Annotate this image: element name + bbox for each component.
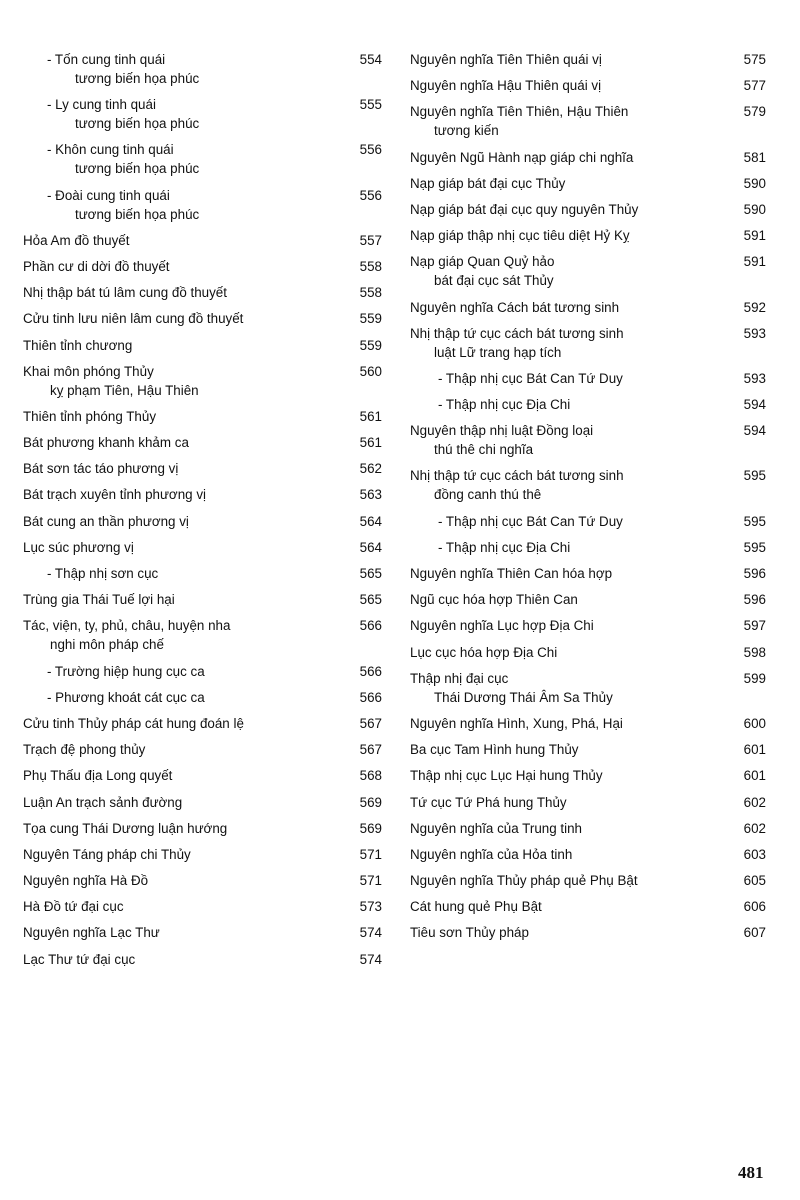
toc-entry-page: 607 — [743, 925, 766, 941]
toc-entry-title: Nhị thập tứ cục cách bát tương sinh — [410, 325, 624, 341]
toc-entry-title: Nguyên nghĩa Thủy pháp quẻ Phụ Bật — [410, 873, 638, 889]
toc-entry-page: 565 — [359, 566, 382, 581]
toc-entry-title: Nguyên thập nhị luật Đồng loại — [410, 423, 594, 439]
toc-entry-page: 598 — [743, 644, 766, 660]
toc-entry-title: Nguyên nghĩa Tiên Thiên, Hậu Thiên — [410, 104, 629, 120]
toc-entry — [400, 298, 800, 317]
toc-entry-title-continued: tương biến họa phúc — [75, 206, 200, 222]
toc-entry-page: 601 — [743, 768, 766, 784]
toc-entry — [400, 714, 800, 733]
toc-entry-page: 590 — [743, 175, 766, 191]
toc-entry — [0, 538, 400, 557]
toc-entry-page: 559 — [359, 337, 382, 353]
toc-entry — [0, 433, 400, 452]
toc-entry — [0, 407, 400, 426]
toc-entry — [0, 257, 400, 276]
toc-entry-title: Nguyên Ngũ Hành nạp giáp chi nghĩa — [410, 149, 634, 165]
toc-left-column — [0, 50, 400, 976]
toc-entry-page: 603 — [743, 846, 766, 862]
toc-entry — [400, 76, 800, 95]
toc-entry — [400, 643, 800, 662]
toc-entry-title: Nhị thập bát tú lâm cung đồ thuyết — [23, 285, 227, 301]
toc-entry-title: - Thập nhị sơn cục — [47, 566, 159, 581]
toc-entry-page: 571 — [359, 873, 382, 889]
toc-entry-page: 602 — [743, 820, 766, 836]
toc-entry-page: 569 — [359, 794, 382, 810]
toc-entry — [400, 564, 800, 583]
toc-entry-page: 555 — [359, 97, 382, 113]
toc-entry-page: 596 — [743, 566, 766, 581]
toc-entry-title: Ba cục Tam Hình hung Thủy — [410, 742, 579, 758]
toc-entry-page: 606 — [743, 899, 766, 915]
toc-entry-page: 565 — [359, 592, 382, 608]
toc-entry-title: - Khôn cung tinh quái — [47, 142, 174, 158]
toc-entry-title: Tác, viện, ty, phủ, châu, huyện nha — [23, 618, 231, 634]
toc-entry-page: 594 — [743, 423, 766, 439]
toc-entry — [0, 590, 400, 609]
toc-entry — [0, 766, 400, 785]
toc-entry-title-continued: Thái Dương Thái Âm Sa Thủy — [434, 689, 613, 705]
toc-entry-page: 574 — [359, 925, 382, 941]
toc-entry-title: Thiên tỉnh phóng Thủy — [23, 408, 157, 424]
toc-entry-page: 579 — [743, 104, 766, 120]
toc-entry-page: 562 — [359, 461, 382, 477]
toc-entry-title: - Trường hiệp hung cục ca — [47, 663, 205, 679]
toc-entry-title: Hà Đồ tứ đại cục — [23, 899, 124, 915]
toc-entry-page: 564 — [359, 513, 382, 529]
toc-entry — [400, 766, 800, 785]
toc-entry-title: Nguyên nghĩa Tiên Thiên quái vị — [410, 52, 602, 67]
toc-entry-title-continued: nghi môn pháp chế — [50, 637, 164, 653]
toc-entry-title: Bát sơn tác táo phương vị — [23, 461, 179, 477]
toc-entry-title: Thiên tỉnh chương — [23, 337, 133, 353]
toc-entry-page: 573 — [359, 899, 382, 915]
toc-entry-page: 558 — [359, 285, 382, 301]
toc-entry — [0, 662, 400, 681]
toc-entry-title: Lạc Thư tứ đại cục — [23, 951, 136, 967]
toc-entry-page: 567 — [359, 742, 382, 758]
toc-entry-title: Khai môn phóng Thủy — [23, 363, 154, 379]
toc-entry-title: Luận An trạch sảnh đường — [23, 794, 183, 810]
toc-entry-title-continued: tương biến họa phúc — [75, 71, 200, 86]
toc-entry-page: 591 — [743, 254, 766, 270]
toc-entry-title: Nạp giáp thập nhị cục tiêu diệt Hỷ Kỵ — [410, 228, 630, 244]
toc-entry-title: Nguyên nghĩa Lạc Thư — [23, 925, 160, 941]
toc-entry-page: 564 — [359, 539, 382, 555]
toc-entry-page: 566 — [359, 689, 382, 705]
toc-entry-page: 594 — [743, 397, 766, 413]
toc-entry-page: 577 — [743, 78, 766, 94]
toc-entry — [0, 564, 400, 583]
toc-entry-page: 567 — [359, 715, 382, 731]
toc-entry — [400, 538, 800, 557]
toc-entry — [0, 309, 400, 328]
toc-entry-page: 599 — [743, 670, 766, 686]
toc-entry-page: 593 — [743, 370, 766, 386]
toc-entry-page: 559 — [359, 311, 382, 327]
toc-entry — [400, 102, 800, 140]
toc-entry-title: Cửu tinh lưu niên lâm cung đồ thuyết — [23, 311, 244, 327]
toc-entry-title: Thập nhị cục Lục Hại hung Thủy — [410, 768, 603, 784]
toc-entry-title-continued: tương biến họa phúc — [75, 161, 200, 177]
toc-entry-title: Nguyên nghĩa Hậu Thiên quái vị — [410, 78, 602, 94]
toc-entry — [400, 897, 800, 916]
toc-entry — [0, 50, 400, 88]
toc-entry-title: Tứ cục Tứ Phá hung Thủy — [410, 794, 567, 810]
toc-entry-page: 566 — [359, 618, 382, 634]
toc-entry — [400, 369, 800, 388]
toc-entry-title: Nguyên nghĩa Cách bát tương sinh — [410, 299, 620, 315]
toc-entry — [0, 512, 400, 531]
toc-entry — [400, 616, 800, 635]
toc-entry — [400, 395, 800, 414]
toc-entry-page: 592 — [743, 299, 766, 315]
toc-entry-page: 593 — [743, 325, 766, 341]
toc-entry-title: Phần cư di dời đồ thuyết — [23, 258, 170, 274]
toc-entry-title: Phụ Thấu địa Long quyết — [23, 768, 173, 784]
toc-entry — [400, 50, 800, 69]
toc-entry-title: Nguyên nghĩa Thiên Can hóa hợp — [410, 566, 613, 581]
toc-entry — [0, 923, 400, 942]
toc-entry — [0, 186, 400, 224]
toc-entry-title-continued: tương kiến — [434, 123, 499, 139]
toc-entry-title: Bát phương khanh khảm ca — [23, 435, 189, 451]
toc-entry-title-continued: đồng canh thú thê — [434, 487, 542, 503]
toc-entry-page: 566 — [359, 663, 382, 679]
toc-entry — [0, 950, 400, 969]
toc-entry-page: 556 — [359, 142, 382, 158]
toc-entry-page: 601 — [743, 742, 766, 758]
toc-entry-page: 595 — [743, 513, 766, 529]
toc-entry-title: - Tốn cung tinh quái — [47, 52, 166, 67]
toc-entry-title-continued: tương biến họa phúc — [75, 116, 200, 132]
toc-entry — [400, 324, 800, 362]
toc-entry-title: Lục cục hóa hợp Địa Chi — [410, 644, 558, 660]
toc-entry-page: 595 — [743, 468, 766, 484]
toc-entry — [400, 200, 800, 219]
toc-entry-title: Nạp giáp bát đại cục Thủy — [410, 175, 566, 191]
toc-entry-page: 574 — [359, 951, 382, 967]
toc-entry-title: Nạp giáp bát đại cục quy nguyên Thủy — [410, 201, 639, 217]
toc-entry-title: Nguyên Táng pháp chi Thủy — [23, 846, 191, 862]
toc-entry-title: Cửu tinh Thủy pháp cát hung đoán lệ — [23, 715, 244, 731]
toc-entry — [0, 714, 400, 733]
toc-entry — [400, 740, 800, 759]
toc-entry — [400, 793, 800, 812]
toc-entry — [0, 336, 400, 355]
toc-entry-title: Tọa cung Thái Dương luận hướng — [23, 820, 228, 836]
toc-entry-title-continued: kỵ phạm Tiên, Hậu Thiên — [50, 382, 199, 398]
toc-entry-page: 605 — [743, 873, 766, 889]
toc-entry-title: - Đoài cung tinh quái — [47, 187, 170, 203]
toc-entry-title: Trùng gia Thái Tuế lợi hại — [23, 592, 175, 608]
toc-entry-title-continued: luật Lữ trang hạp tích — [434, 344, 562, 360]
toc-right-column — [400, 50, 800, 950]
toc-entry-title: - Thập nhị cục Bát Can Tứ Duy — [438, 513, 623, 529]
toc-entry-page: 569 — [359, 820, 382, 836]
toc-entry — [0, 793, 400, 812]
toc-entry-title: - Thập nhị cục Bát Can Tứ Duy — [438, 370, 623, 386]
toc-entry-title-continued: bát đại cục sát Thủy — [434, 273, 554, 289]
toc-entry-title: Trạch đệ phong thủy — [23, 742, 146, 758]
toc-entry — [400, 226, 800, 245]
toc-entry — [0, 231, 400, 250]
toc-entry — [400, 512, 800, 531]
toc-entry-title: Bát trạch xuyên tỉnh phương vị — [23, 487, 206, 503]
toc-entry — [400, 252, 800, 290]
toc-entry — [400, 845, 800, 864]
toc-entry-title: - Phương khoát cát cục ca — [47, 689, 205, 705]
toc-entry-page: 557 — [359, 232, 382, 248]
toc-entry-page: 560 — [359, 363, 382, 379]
toc-entry — [400, 871, 800, 890]
toc-entry-title: - Thập nhị cục Địa Chi — [438, 539, 571, 555]
toc-entry-title: Nguyên nghĩa Hà Đồ — [23, 873, 149, 889]
toc-entry-title: Nguyên nghĩa Hình, Xung, Phá, Hại — [410, 715, 623, 731]
toc-entry-title: - Thập nhị cục Địa Chi — [438, 397, 571, 413]
toc-entry-page: 597 — [743, 618, 766, 634]
toc-entry — [0, 845, 400, 864]
toc-entry — [0, 897, 400, 916]
toc-entry-title: Cát hung quẻ Phụ Bật — [410, 899, 542, 915]
toc-entry-title-continued: thú thê chi nghĩa — [434, 442, 534, 458]
toc-entry-page: 563 — [359, 487, 382, 503]
toc-entry-title: Thập nhị đại cục — [410, 670, 509, 686]
toc-entry — [0, 459, 400, 478]
toc-entry — [0, 485, 400, 504]
toc-entry-title: Ngũ cục hóa hợp Thiên Can — [410, 592, 578, 608]
toc-entry — [0, 871, 400, 890]
toc-entry-page: 596 — [743, 592, 766, 608]
toc-entry-page: 590 — [743, 201, 766, 217]
toc-entry-page: 595 — [743, 539, 766, 555]
toc-entry-page: 571 — [359, 846, 382, 862]
toc-entry — [400, 669, 800, 707]
toc-entry-title: Bát cung an thần phương vị — [23, 513, 189, 529]
toc-entry-page: 561 — [359, 408, 382, 424]
toc-entry-page: 591 — [743, 228, 766, 244]
toc-entry-title: Nạp giáp Quan Quỷ hảo — [410, 254, 555, 270]
toc-entry — [400, 819, 800, 838]
toc-entry-title: - Ly cung tinh quái — [47, 97, 156, 113]
toc-entry — [0, 283, 400, 302]
toc-entry — [0, 688, 400, 707]
toc-entry-page: 554 — [359, 52, 382, 67]
toc-entry — [400, 174, 800, 193]
toc-entry — [400, 590, 800, 609]
toc-entry — [0, 740, 400, 759]
toc-entry-title: Nguyên nghĩa Lục hợp Địa Chi — [410, 618, 594, 634]
page-number: 481 — [738, 1163, 764, 1182]
toc-entry-page: 558 — [359, 258, 382, 274]
toc-entry — [0, 819, 400, 838]
toc-entry-title: Nhị thập tứ cục cách bát tương sinh — [410, 468, 624, 484]
toc-entry — [0, 95, 400, 133]
toc-entry — [0, 140, 400, 178]
toc-entry — [400, 466, 800, 504]
toc-entry — [0, 616, 400, 654]
toc-entry-title: Hỏa Am đồ thuyết — [23, 232, 130, 248]
toc-entry — [400, 923, 800, 942]
toc-entry-page: 561 — [359, 435, 382, 451]
toc-entry-title: Lục súc phương vị — [23, 539, 134, 555]
toc-entry — [400, 421, 800, 459]
toc-entry-page: 556 — [359, 187, 382, 203]
toc-entry-page: 581 — [743, 149, 766, 165]
toc-entry-page: 602 — [743, 794, 766, 810]
toc-entry-page: 568 — [359, 768, 382, 784]
toc-entry — [0, 362, 400, 400]
toc-entry-title: Tiêu sơn Thủy pháp — [410, 925, 529, 941]
toc-entry-page: 600 — [743, 715, 766, 731]
toc-entry-page: 575 — [743, 52, 766, 67]
toc-entry-title: Nguyên nghĩa của Hỏa tinh — [410, 846, 573, 862]
toc-entry — [400, 148, 800, 167]
toc-entry-title: Nguyên nghĩa của Trung tinh — [410, 820, 582, 836]
